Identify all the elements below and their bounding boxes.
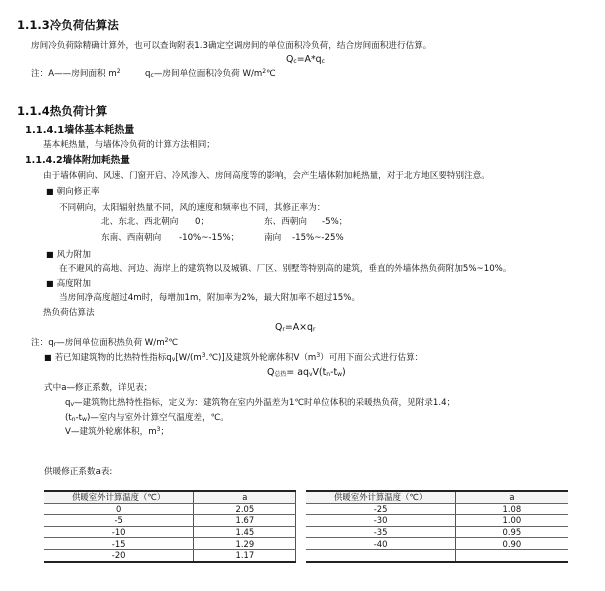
subsection-title-1-1-4-2: 1.1.4.2墙体附加耗热量 [25, 155, 130, 166]
where-temperature: $(t_n-t_w)—$室内与室外计算空气温度差，℃。 [65, 413, 229, 423]
heat-estimate-note: 注：$q_r—$房间单位面积热负荷 $W/m^2℃$ [31, 337, 179, 348]
cooling-load-note-area: 注：A——房间面积 $m^2$ [31, 68, 121, 79]
table-row [44, 538, 568, 550]
table-caption: 供暖修正系数a表: [44, 467, 113, 477]
table-cell: -15 [44, 538, 194, 550]
wind-heading: ■ 风力附加 [46, 249, 91, 261]
orientation-cell: 南向 [264, 233, 282, 243]
orientation-cell: -5%； [322, 217, 348, 227]
section-title-1-1-3: 1.1.3冷负荷估算法 [17, 18, 119, 32]
orientation-cell: 东、西朝向 [264, 217, 307, 227]
total-heat-formula: $Q_{总热}= aq_vV(t_n-t_w)$ [267, 367, 346, 378]
table-cell: 0 [44, 503, 194, 515]
correction-coefficient-table [44, 490, 568, 563]
wind-desc: 在不避风的高地、河边、海岸上的建筑物以及城镇、厂区、别墅等特别高的建筑，垂直的外墙体热负荷附加5%~10%。 [59, 264, 512, 274]
table-cell: 1.67 [194, 515, 296, 527]
table-cell: -10 [44, 526, 194, 538]
table-row [44, 549, 568, 561]
where-qv: $q_v—$建筑物比热特性指标，定义为：建筑物在室内外温差为1℃时单位体积的采暖热负荷，见附录1.4； [65, 398, 456, 408]
basic-heat-loss-text: 基本耗热量，与墙体冷负荷的计算方法相同； [43, 140, 215, 150]
table-cell: -20 [44, 549, 194, 561]
table-cell [306, 549, 455, 561]
orientation-cell: -10%~-15%； [179, 233, 240, 243]
table-row [44, 515, 568, 527]
table-row [44, 526, 568, 538]
orientation-heading: ■ 朝向修正率 [46, 186, 100, 198]
where-volume: V—建筑外轮廓体积，$m^3$； [65, 426, 170, 437]
table-cell: -25 [306, 503, 455, 515]
table-cell [455, 549, 568, 561]
table-cell: -30 [306, 515, 455, 527]
table-header-row [44, 491, 568, 503]
section-title-1-1-4: 1.1.4热负荷计算 [17, 104, 108, 118]
table-cell: -35 [306, 526, 455, 538]
additional-heat-loss-text: 由于墙体朝向、风速、门窗开启、冷风渗入、房间高度等的影响，会产生墙体附加耗热量，对于北方地区要特别注意。 [43, 171, 490, 181]
table-cell: 1.17 [194, 549, 296, 561]
table-cell: -5 [44, 515, 194, 527]
table-header: 供暖室外计算温度（℃） [44, 491, 194, 503]
cooling-load-paragraph: 房间冷负荷除精确计算外，也可以查询附表1.3确定空调房间的单位面积冷负荷，结合房间面积进行估算。 [31, 41, 432, 51]
table-header: 供暖室外计算温度（℃） [306, 491, 455, 503]
height-desc: 当房间净高度超过4m时，每增加1m，附加率为2%，最大附加率不超过15%。 [59, 293, 361, 303]
volume-method-text: ■ 若已知建筑物的比热特性指标$q_v[W/(m^3.℃)]$及建筑外轮廓体积$V(m^3)$可用下面公式进行估算： [44, 352, 423, 364]
cooling-load-note-q: $q_c—$房间单位面积冷负荷 $W/m^2℃$ [145, 68, 276, 79]
orientation-cell: -15%~-25% [292, 233, 344, 243]
cooling-load-formula: $Q_c=A*q_c$ [286, 54, 325, 65]
table-cell: 1.00 [455, 515, 568, 527]
orientation-desc: 不同朝向，太阳辐射热量不同，风的速度和频率也不同，其修正率为： [59, 203, 326, 213]
table-cell: 1.08 [455, 503, 568, 515]
table-cell: 1.29 [194, 538, 296, 550]
table-header: a [455, 491, 568, 503]
heat-estimate-formula: $Q_r=A\times q_r$ [275, 322, 316, 333]
heat-estimate-heading: 热负荷估算法 [43, 308, 95, 318]
height-heading: ■ 高度附加 [46, 278, 91, 290]
table-header: a [194, 491, 296, 503]
table-cell: 0.95 [455, 526, 568, 538]
table-cell: -40 [306, 538, 455, 550]
table-row [44, 503, 568, 515]
table-cell: 0.90 [455, 538, 568, 550]
orientation-cell: 北、东北、西北朝向 [101, 217, 179, 227]
table-cell: 2.05 [194, 503, 296, 515]
subsection-title-1-1-4-1: 1.1.4.1墙体基本耗热量 [25, 125, 135, 136]
table-cell: 1.45 [194, 526, 296, 538]
orientation-cell: 东南、西南朝向 [101, 233, 162, 243]
where-intro: 式中a—修正系数，详见表； [44, 383, 153, 393]
orientation-cell: 0； [195, 217, 210, 227]
